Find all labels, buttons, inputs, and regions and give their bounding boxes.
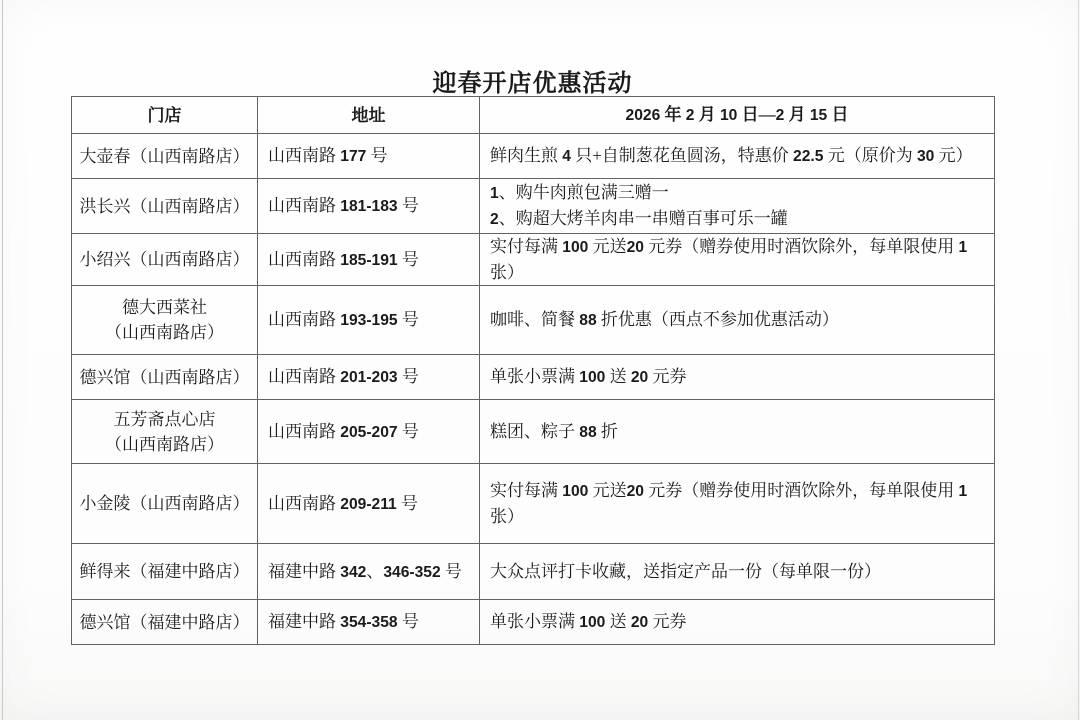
header-row xyxy=(72,97,995,134)
store-address: 山西南路 181-183 号 xyxy=(258,179,480,234)
store-offer: 糕团、粽子 88 折 xyxy=(480,400,995,464)
table-row xyxy=(72,600,995,645)
store-address: 福建中路 354-358 号 xyxy=(258,600,480,645)
table-row xyxy=(72,134,995,179)
store-address: 山西南路 193-195 号 xyxy=(258,286,480,355)
store-name: 德兴馆（福建中路店） xyxy=(72,600,258,645)
store-offer: 实付每满 100 元送20 元券（赠券使用时酒饮除外，每单限使用 1 张） xyxy=(480,464,995,544)
store-name: 德兴馆（山西南路店） xyxy=(72,355,258,400)
promo-table xyxy=(71,96,995,645)
store-offer: 咖啡、简餐 88 折优惠（西点不参加优惠活动） xyxy=(480,286,995,355)
store-name: 小金陵（山西南路店） xyxy=(72,464,258,544)
table-row xyxy=(72,544,995,600)
store-offer: 鲜肉生煎 4 只+自制葱花鱼圆汤，特惠价 22.5 元（原价为 30 元） xyxy=(480,134,995,179)
table-row xyxy=(72,179,995,234)
photo-edge-right xyxy=(1078,0,1079,720)
store-name: 鲜得来（福建中路店） xyxy=(72,544,258,600)
store-address: 山西南路 201-203 号 xyxy=(258,355,480,400)
store-name: 洪长兴（山西南路店） xyxy=(72,179,258,234)
store-name: 大壶春（山西南路店） xyxy=(72,134,258,179)
col-header-address: 地址 xyxy=(258,97,480,134)
store-offer: 单张小票满 100 送 20 元券 xyxy=(480,355,995,400)
table-row xyxy=(72,234,995,286)
photo-edge-left xyxy=(2,0,3,720)
store-address: 山西南路 177 号 xyxy=(258,134,480,179)
store-name: 小绍兴（山西南路店） xyxy=(72,234,258,286)
store-address: 山西南路 205-207 号 xyxy=(258,400,480,464)
table-row xyxy=(72,286,995,355)
table-row xyxy=(72,464,995,544)
store-address: 山西南路 185-191 号 xyxy=(258,234,480,286)
store-name: 五芳斋点心店 （山西南路店） xyxy=(72,400,258,464)
table-row xyxy=(72,400,995,464)
col-header-store: 门店 xyxy=(72,97,258,134)
store-offer: 实付每满 100 元送20 元券（赠券使用时酒饮除外，每单限使用 1 张） xyxy=(480,234,995,286)
store-address: 福建中路 342、346-352 号 xyxy=(258,544,480,600)
store-address: 山西南路 209-211 号 xyxy=(258,464,480,544)
store-name: 德大西菜社 （山西南路店） xyxy=(72,286,258,355)
col-header-period: 2026 年 2 月 10 日—2 月 15 日 xyxy=(480,97,995,134)
store-offer: 1、购牛肉煎包满三赠一 2、购超大烤羊肉串一串赠百事可乐一罐 xyxy=(480,179,995,234)
store-offer: 大众点评打卡收藏，送指定产品一份（每单限一份） xyxy=(480,544,995,600)
page-title: 迎春开店优惠活动 xyxy=(432,71,633,98)
table-row xyxy=(72,355,995,400)
promo-table-wrapper xyxy=(71,96,995,645)
store-offer: 单张小票满 100 送 20 元券 xyxy=(480,600,995,645)
